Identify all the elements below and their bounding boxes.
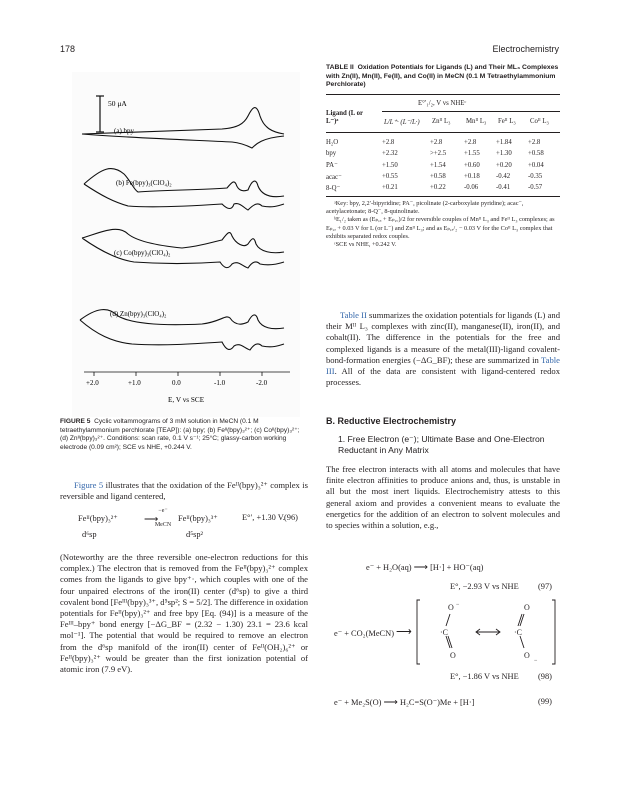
- table-cell-value: +0.58: [430, 173, 446, 181]
- eq96-config-left: d⁶sp: [82, 530, 97, 539]
- eq96-arrow-bottom: MeCN: [154, 522, 172, 528]
- right-paragraph-1: [326, 310, 560, 388]
- x-tick-label: -2.0: [256, 379, 268, 387]
- table-row: [326, 137, 560, 148]
- table-cell-value: +0.58: [528, 150, 544, 158]
- page-number: 178: [60, 44, 76, 54]
- table-title-label: TABLE II: [326, 64, 354, 71]
- table-footnotes: [326, 200, 560, 249]
- table-cell-value: +0.60: [464, 161, 480, 169]
- right-paragraph-2: The free electron interacts with all atoms and molecules that have finite electron affinities to produce anions and, thus, is unstable in all but the most inert liquids. Electrochemistry attests to this general axiom and provides a convenient means to evaluate the energetics for the addition of an electron to solvent molecules and to species within a solution, e.g.,: [326, 464, 560, 531]
- carbon-atom: ·C: [440, 628, 448, 637]
- left-paragraph-1-text: illustrates that the oxidation of the Feᴵᴵ(bpy)₃²⁺ complex is reversible and ligand centered,: [60, 480, 309, 502]
- oxidation-potential-table: [326, 137, 560, 193]
- table-title: [326, 64, 560, 90]
- table-cell-value: +0.55: [382, 173, 398, 181]
- table-col-header-ligand: Ligand (L or L⁻)ᵃ: [326, 110, 363, 125]
- table-col-header: L/L⁺· (L⁻/L·): [384, 119, 420, 126]
- table-cell-value: +2.8: [430, 139, 443, 147]
- charge-label: −: [456, 602, 460, 608]
- carbon-atom: ·C: [514, 628, 522, 637]
- eq97-rhs: [H·] + HO⁻(aq): [430, 563, 484, 572]
- subsection-heading: 1. Free Electron (e⁻); Ultimate Base and One-Electron Reductant in Any Matrix: [338, 434, 545, 455]
- eq99-arrow: ⟶: [383, 697, 398, 708]
- eq98-arrow: ⟶: [396, 626, 412, 638]
- table-cell-value: +2.32: [382, 150, 398, 158]
- eq96-number: (96): [284, 513, 298, 522]
- table-cell-ligand: 8-Q⁻: [326, 184, 341, 192]
- table-row: [326, 171, 560, 182]
- table-row: [326, 160, 560, 171]
- scale-bar-label: 50 μA: [108, 99, 127, 108]
- table-cell-value: -0.35: [528, 173, 543, 181]
- table-cell-value: +0.22: [430, 184, 446, 192]
- table-cell-ligand: acac⁻: [326, 173, 342, 181]
- table-cell-value: +1.50: [382, 161, 398, 169]
- table-cell-ligand: bpy: [326, 150, 337, 158]
- eq96-arrow-top: −e⁻: [158, 508, 168, 514]
- table-span-rule: [382, 111, 560, 112]
- eq99-lhs: e⁻ + Me₂S(O): [334, 698, 382, 707]
- table-col-header: Feᴵᴵ L₃: [498, 118, 516, 125]
- x-axis-label: E, V vs SCE: [168, 396, 205, 404]
- table-footnote: ᶜSCE vs NHE, +0.242 V.: [334, 241, 397, 249]
- curve-label-b: (b) Fe(bpy)₃(ClO₄)₂: [116, 179, 172, 187]
- table-cell-value: +1.84: [496, 139, 512, 147]
- curve-label-d: (d) Zn(bpy)₃(ClO₄)₂: [110, 310, 167, 318]
- eq98-lhs: e⁻ + CO₂(MeCN): [334, 629, 394, 638]
- equation-96: [78, 508, 308, 547]
- table-title-text: Oxidation Potentials for Ligands (L) and Their ML₃ Complexes with Zn(II), Mn(II), Fe(II), and Co(II) in MeCN (0.1 M Tetraethylammonium Perchlorate): [326, 64, 559, 89]
- left-paragraph-1: [60, 480, 308, 502]
- table-cell-ligand: PA⁻: [326, 162, 338, 170]
- table-cell-value: +1.55: [464, 150, 480, 158]
- eq96-rhs: Feᴵᴵ(bpy)₃³⁺: [178, 514, 218, 523]
- table-span-header: E°′₁/₂, V vs NHEᶜ: [418, 100, 467, 107]
- table-cell-value: +0.21: [382, 184, 398, 192]
- eq96-lhs: Feᴵᴵ(bpy)₃²⁺: [78, 514, 118, 523]
- running-title: Electrochemistry: [492, 44, 559, 54]
- eq99-number: (99): [538, 697, 552, 706]
- table-cell-value: -0.42: [496, 173, 511, 181]
- table-cell-value: +1.54: [430, 161, 446, 169]
- eq98-potential: E°, −1.86 V vs NHE: [450, 672, 519, 681]
- table-cell-value: +2.8: [382, 139, 395, 147]
- table-cell-value: -0.57: [528, 184, 543, 192]
- table-ii-link[interactable]: Table II: [340, 310, 367, 320]
- table-cell-value: +0.18: [464, 173, 480, 181]
- table-cell-ligand: H₂O: [326, 139, 339, 147]
- table-col-header: Znᴵᴵ L₃: [432, 118, 451, 125]
- section-heading: B. Reductive Electrochemistry: [326, 416, 457, 426]
- table-footnote: ᵇE₁/₂ taken as (Eₚ,ₐ + Eₚ,꜀)/2 for reversible couples of Mnᴵᴵ L₃ and Feᴵᴵ L₃ complexes; as Eₚ,ₐ + 0.03 V for L (or L⁻) and Znᴵᴵ L₃; and as Eₚ,ₐ/₂ − 0.03 V for the Coᴵᴵ L₃ complex that exhibits separated redox couples.: [326, 216, 555, 240]
- figure-5-link[interactable]: Figure 5: [74, 480, 104, 490]
- table-col-header: Coᴵᴵ L₃: [530, 118, 549, 125]
- table-row: [326, 182, 560, 193]
- right-paragraph-1-text-a: summarizes the oxidation potentials for ligands (L) and their Mᴵᴵ L₃ complexes with zinc(II), manganese(II), iron(II), and cobalt(II). The difference in the potentials for the free and complexed ligands is a measure of the metal(III)-ligand covalent-bond-formation energies (−ΔG_BF); these are summarized in: [326, 310, 560, 365]
- table-top-rule: [326, 94, 560, 95]
- table-row: [326, 148, 560, 159]
- right-paragraph-1-text-b: . All of the data are consistent with ligand-centered redox processes.: [326, 366, 560, 388]
- table-footnote: ᵃKey: bpy, 2,2′-bipyridine; PA⁻, picolinate (2-carboxylate pyridine); acac⁻, acetylacetonate; 8-Q⁻, 8-quinolinate.: [326, 200, 524, 216]
- table-cell-value: -0.41: [496, 184, 511, 192]
- table-cell-value: -0.06: [464, 184, 479, 192]
- eq97-number: (97): [538, 582, 552, 591]
- curve-label-a: (a) bpy: [114, 127, 135, 135]
- left-paragraph-2: (Noteworthy are the three reversible one-electron reductions for this complex.) The electron that is removed from the Feᴵᴵ(bpy)₃²⁺ complex comes from the ligands to give bpy⁺·, which couples with one of the four unpaired electrons of the iron(II) center (d⁶sp) to give a third covalent bond [Feᴵᴵᴵ(bpy)₃³⁺, d⁵sp²; S = 5/2]. The difference in oxidation potentials for Feᴵᴵ(bpy)₃²⁺ and free bpy [Eq. (94)] is a measure of the Feᴵᴵᴵ–bpy⁺ bond energy [−ΔG_BF = (2.32 − 1.30) 23.1 = 23.6 kcal mol⁻¹]. The potential that would be required to remove an electron from the d⁶sp manifold of the iron(II) center of Feᴵᴵ(OH₂)₆²⁺ or Feᴵᴵ(bpy)₃²⁺ would be greater than the first ionization potential of atomic iron (7.9 eV).: [60, 552, 308, 675]
- table-cell-value: +0.20: [496, 161, 512, 169]
- table-iii-link[interactable]: Table III: [326, 354, 560, 377]
- curve-label-c: (c) Co(bpy)₃(ClO₄)₂: [114, 249, 171, 257]
- eq97-potential: E°, −2.93 V vs NHE: [450, 582, 519, 591]
- table-cell-value: +1.30: [496, 150, 512, 158]
- table-cell-value: +0.04: [528, 161, 544, 169]
- eq97-arrow: ⟶: [413, 562, 428, 573]
- oxygen-atom: O: [450, 651, 456, 660]
- oxygen-atom: O: [524, 651, 530, 660]
- figure-caption-label: FIGURE 5: [60, 418, 91, 425]
- table-cell-value: +2.8: [528, 139, 541, 147]
- x-tick-label: +1.0: [128, 379, 141, 387]
- table-col-header: Mnᴵᴵ L₃: [466, 118, 487, 125]
- x-tick-label: +2.0: [86, 379, 99, 387]
- table-bottom-rule: [326, 196, 560, 197]
- equation-99: [334, 697, 534, 708]
- table-header-rule: [326, 132, 560, 133]
- figure-caption: [60, 418, 308, 452]
- figure-caption-text: Cyclic voltammograms of 3 mM solution in MeCN (0.1 M tetraethylammonium perchlorate [TEAP]): (a) bpy; (b) Feᴵᴵ(bpy)₃²⁺; (c) Coᴵᴵ(bpy)₃²⁺; (d) Znᴵᴵ(bpy)₃²⁺. Conditions: scan rate, 0.1 V s⁻¹; 25°C; glassy-carbon working electrode (0.09 cm²); SCE vs NHE, +0.244 V.: [60, 418, 300, 451]
- cyclic-voltammogram-figure: [72, 72, 300, 417]
- table-header: [326, 98, 560, 134]
- table-cell-value: +2.8: [464, 139, 477, 147]
- table-cell-value: >+2.5: [430, 150, 447, 158]
- eq98-number: (98): [538, 672, 552, 681]
- eq99-rhs: H₂C=S(O⁻)Me + [H·]: [399, 698, 475, 707]
- oxygen-atom: O: [524, 603, 530, 612]
- oxygen-atom: O: [448, 603, 454, 612]
- eq97-lhs: e⁻ + H₂O(aq): [366, 563, 412, 572]
- equation-97: [366, 562, 566, 573]
- charge-label: −: [534, 658, 538, 664]
- eq96-arrow: ⟶: [144, 514, 159, 525]
- carboxyl-radical-resonance: [416, 596, 556, 668]
- x-tick-label: 0.0: [172, 379, 181, 387]
- eq96-config-right: d⁵sp²: [186, 530, 204, 539]
- x-tick-label: -1.0: [214, 379, 226, 387]
- eq96-potential: E°′, +1.30 V.: [242, 513, 285, 522]
